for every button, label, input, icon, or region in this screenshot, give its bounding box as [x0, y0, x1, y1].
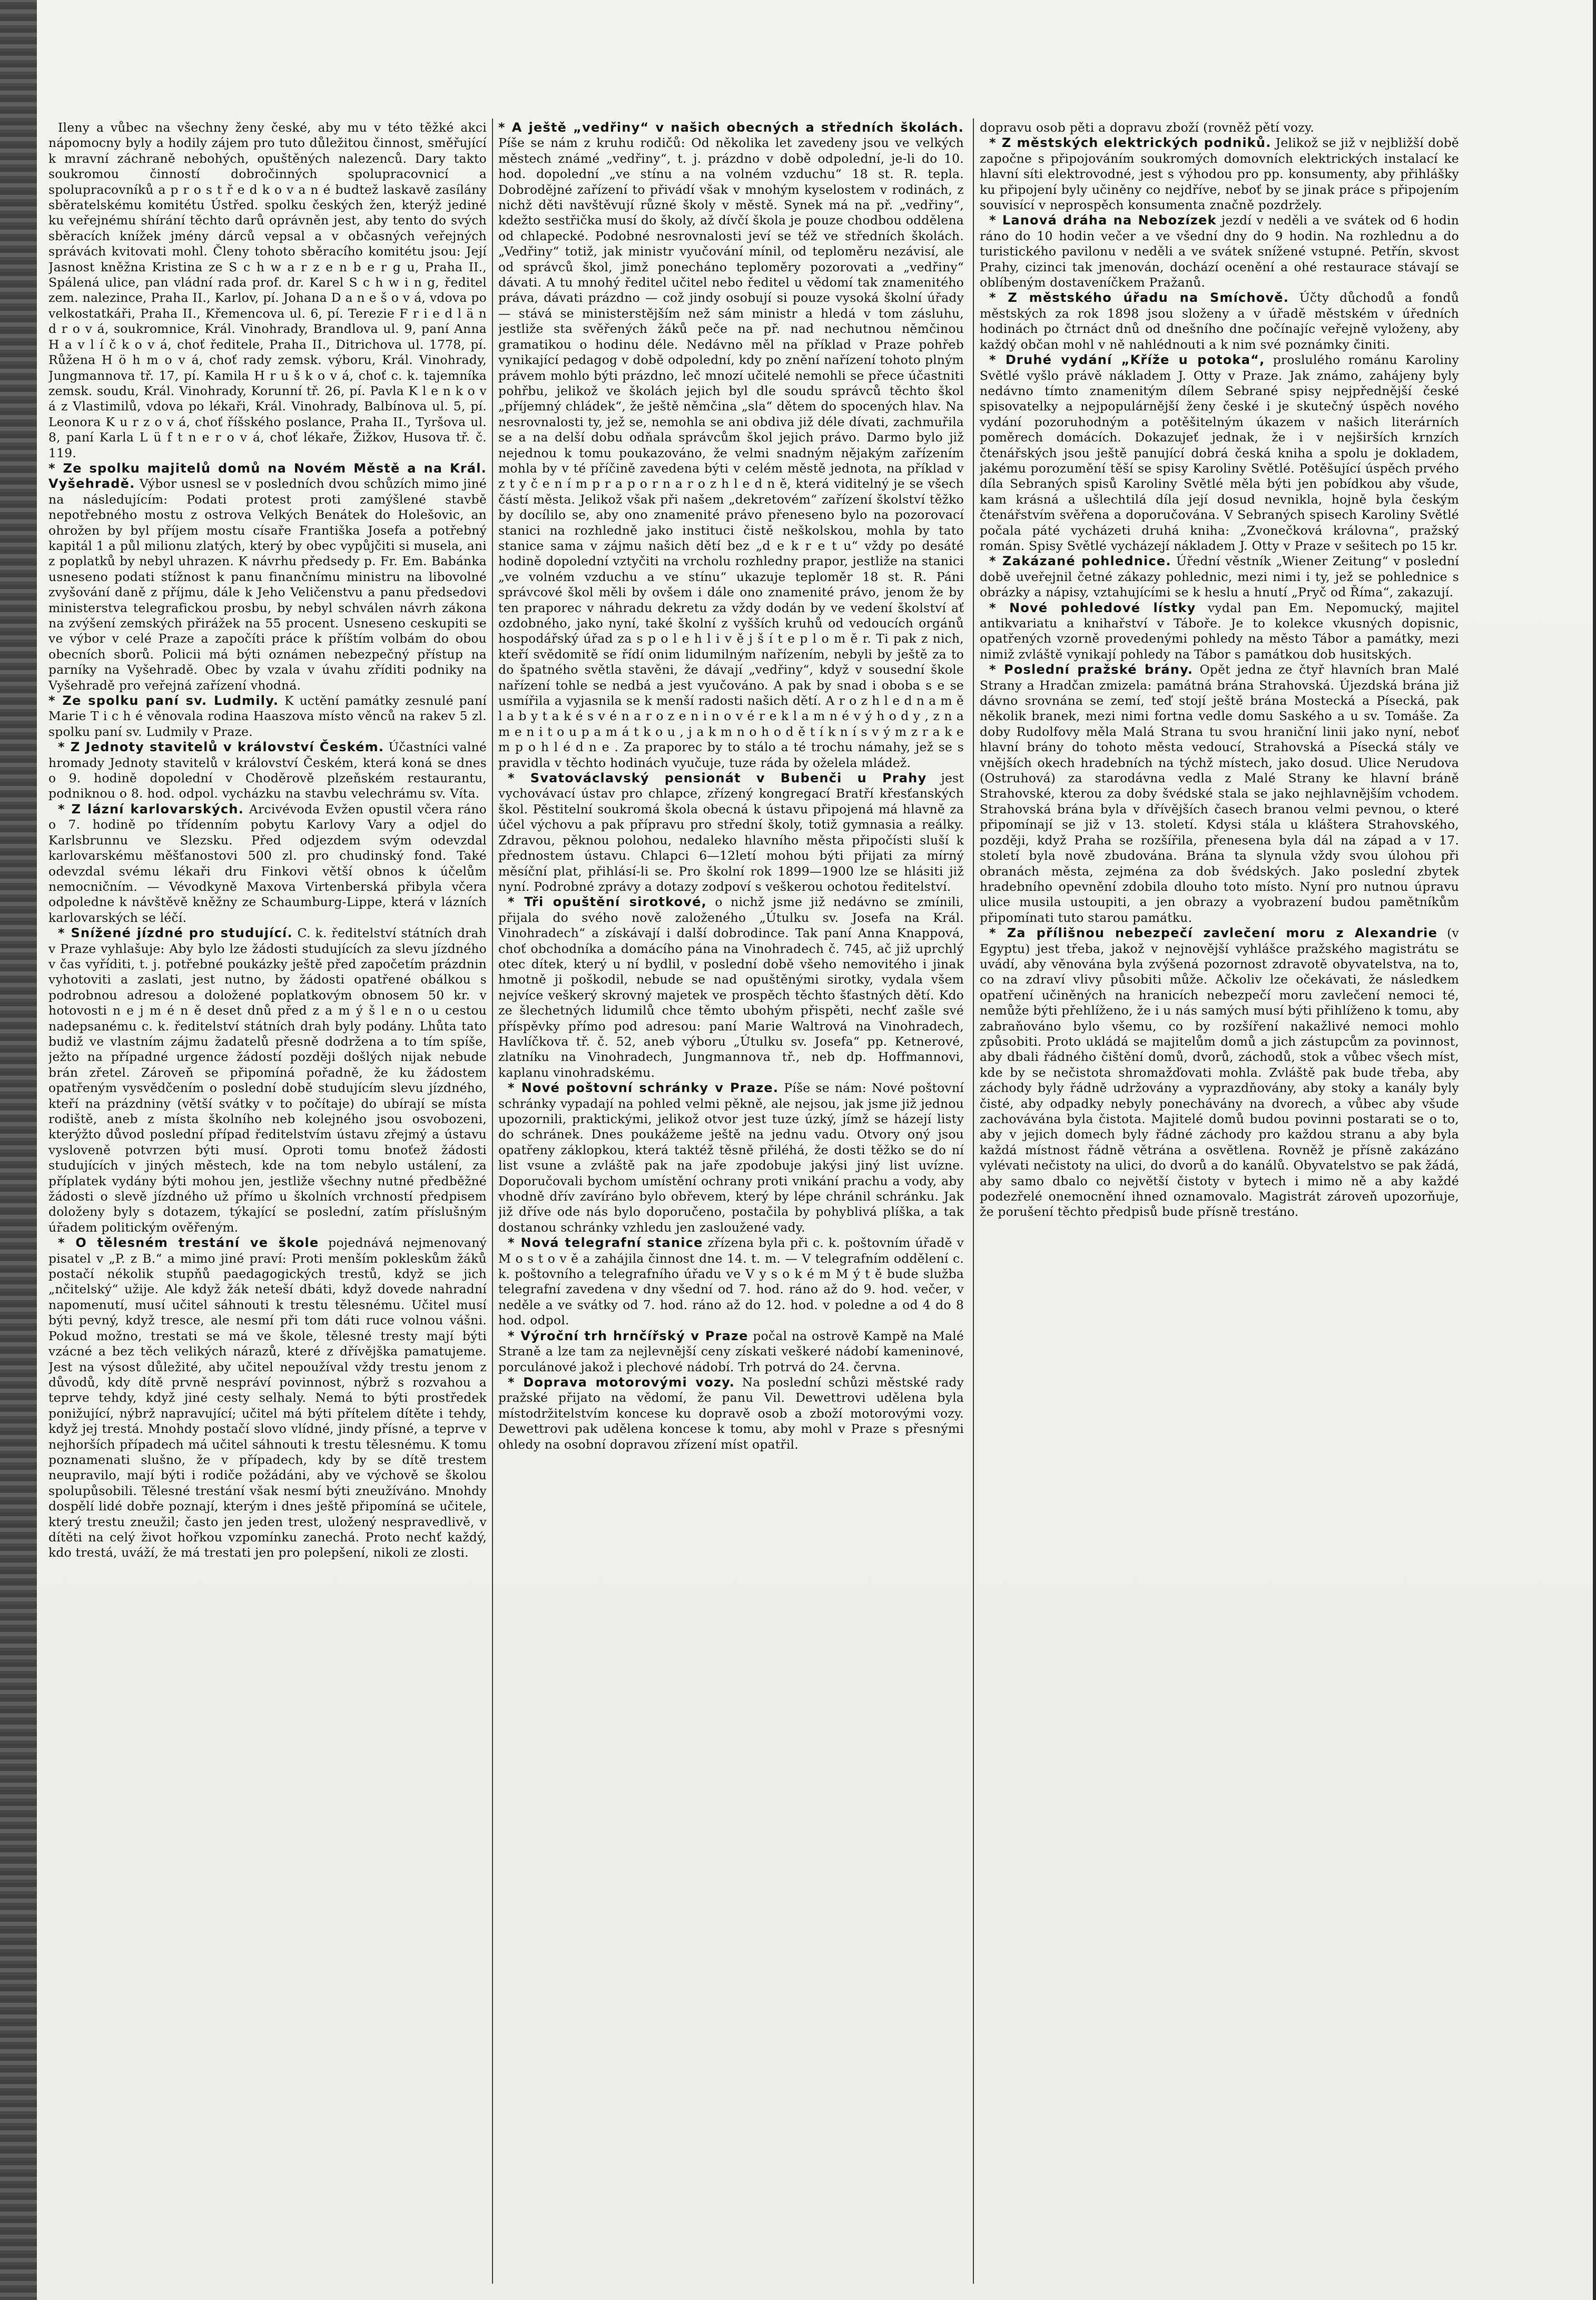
article-paragraph — [48, 740, 487, 802]
article-paragraph — [498, 1235, 964, 1328]
article-paragraph — [980, 554, 1459, 600]
article-headline: * Z městských elektrických podniků. — [989, 135, 1272, 151]
article-text: Úřední věstník „Wiener Zeitung“ v poslední době uveřejnil četné zákazy pohlednic, mezi nimi i ty, jež se pohlednice s obrázky a nápisy, vztahujícími se k heslu a hnutí „Pryč od Říma“, zakazují. — [980, 554, 1459, 600]
article-paragraph — [48, 693, 487, 740]
article-paragraph — [980, 120, 1459, 135]
article-paragraph — [498, 1080, 964, 1235]
article-headline: * Nové poštovní schránky v Praze. — [508, 1080, 779, 1096]
article-text: Píše se nám z kruhu rodičů: Od několika let zavedeny jsou ve velkých městech známé „vedřiny“, t. j. prázdno v době odpolední, je-li do 10. hod. dopolední „ve stínu a na volném vzduchu“ 18 st. R. tepla. Dobrodějné zařízení to přivádí však v mnohým kyselostem v rodinách, z nichž děti navštěvují různé školy v městě. Synek má na př. „vedřiny“, kdežto sestřička musí do školy, až dívčí škola je pouze chodbou oddělena od chlapecké. Podobné nesrovnalosti jeví se též ve středních školách. „Vedřiny“ totiž, jak ministr vyučování mínil, od teploměru nezávisí, ale od správců škol, jimž ponecháno teploměry pozorovati a „vedřiny“ dávati. A tu mnohý ředitel učitel nebo ředitel u vědomí tak znamenitého práva, dávati prázdno — což jindy osobují si pouze vysoká školní úřady — stává se ministerstějším než sám ministr a hledá v tom zásluhu, jestliže sta svěřených žáků peče na př. nad nechutnou němčinou gramatikou o hodinu déle. Nedávno měl na příklad v Praze pohřeb vynikající pedagog v době odpolední, kdy po znění nařízení tohoto plným právem mohlo býti prázdno, leč mnozí učitelé nemohli se přece účastniti pohřbu, jelikož ve školách jejich byl dle soudu správců těchto škol „příjemný chládek“, že ještě němčina „sla“ dětem do spocených hlav. Na nesrovnalosti ty, jež se, nemohla se ani obdiva již déle dívati, zachmuřila se a na delší dobu odňala správcům škol jejich právo. Darmo bylo již nejednou k tomu poukazováno, že velmi snadným nějakým zařízením mohla by v té příčině zavedena býti v celém městě jednota, na příklad v z t y č e n í m p r a p o r n a r o z h l e d n ě, která viditelný je se všech částí města. Jelikož však při našem „dekretovém“ zařízení školství těžko by docílilo se, aby ono znamenité právo přeneseno bylo na pozorovací stanici na rozhledně jako instituci čistě neškolskou, mohla by tato stanice sama v zájmu našich dětí bez „d e k r e t u“ vždy po desáté hodině dopolední vztyčiti na vrcholu rozhledny prapor, jestliže na stanici „ve volném vzduchu a ve stínu“ ukazuje teploměr 18 st. R. Páni správcové škol měli by ovšem i dále ono znamenité právo, jenom že by ten praporec v náhradu dekretu za vždy dodán by ve vedení školství ať ozdobného, jako nyní, také školní z vyšších kruhů od vedoucích orgánů hospodářský úřad za s p o l e h l i v ě j š í t e p l o m ě r. Ti pak z nich, kteří svědomitě se řídí onim lidumilným nařízením, nebyli by ještě za to do špatného světla stavěni, že dávají „vedřiny“, když v sousední škole nařízení tohle se nedbá a jest vyučováno. A pak by snad i oboba s e se usmířila a vyjasnila se k menší radosti našich dětí. A r o z h l e d n a m ě l a b y t a k é s v é n a r o z e n i n o v é r e k l a m n é v ý h o d y , z n a m e n i t o u p a m á t k o u , j a k m n o h o d ě t í k n í s v ý m z r a k e m p o h l é d n e . Za praporec by to stálo a té trochu námahy, jež se s pravidla v těchto hodinách vyučuje, tuze ráda by oželela mládež. — [498, 135, 964, 770]
article-headline: * Tři opuštění sirotkové, — [508, 895, 707, 910]
article-headline: * Z lázní karlovarských. — [58, 801, 244, 817]
article-column-2 — [498, 120, 964, 2285]
article-text: Píše se nám: Nové poštovní schránky vypadají na pohled velmi pěkně, ale nejsou, jak jsme již jednou upozornili, praktickými, jelikož otvor jest tuze úzký, jímž se házejí listy do schránek. Dnes poukážeme ještě na jednu vadu. Otvory oný jsou opatřeny záklopkou, která taktéž těsně přiléhá, že dosti těžko se do ní list vsune a zvláště pak na jaře zpodobuje jakýsi jiný list uvízne. Doporučovali bychom umístění ochrany proti vnikání prachu a vody, aby vhodně dřív zavíráno bylo obřevem, který by lépe chránil schránku. Jak již dříve ode nás bylo doporučeno, postačila by pohyblivá plíška, a tak dostanou schránky vzhledu jen zasloužené vady. — [498, 1080, 964, 1235]
article-headline: * Zakázané pohlednice. — [989, 554, 1171, 569]
article-paragraph — [498, 771, 964, 895]
article-paragraph — [48, 461, 487, 693]
article-text: pojednává nejmenovaný pisatel v „P. z B.“ a mimo jiné praví: Proti menším pokleskům žáků postačí nékolik stupňů paedagogických trestů, když se jich „nčitelský“ užije. Ale když žák neteší dbáti, když dovede nahradní napomenutí, musí učitel sáhnouti k trestu tělesnému. Učitel musí býti pevný, když tresce, ale nesmí při tom dáti ruce volnou vášni. Pokud možno, trestati se má ve škole, tělesné tresty mají býti vzácné a bez těch velikých nárazů, které z dřívějška pamatujeme. Jest na výsost důležité, aby učitel nepoužíval vždy trestu jenom z důvodů, kdy dítě prvně nespráví povinnost, nýbrž s rozvahou a teprve tehdy, když jiné cesty selhaly. Nemá to býti prostředek ponižující, nýbrž napravující; učitel má býti přítelem dítěte i tehdy, když jej trestá. Mnohdy postačí slovo vlídné, jindy přísné, a teprve v nejhorších případech má učitel sáhnouti k trestu tělesnému. K tomu poznamenati slušno, že v případech, kdy by se dítě trestem neupravilo, mají býti i rodiče požádáni, aby ve výchově se školou spolupůsobili. Tělesné trestání však nesmí býti zneužíváno. Mnohdy dospělí lidé dobře poznají, kterým i dnes ještě připomíná se učitele, který trestu zneužil; často jen jeden trest, uložený nespravedlivě, v dítěti na celý život hořkou vzpomínku zanechá. Proto nechť každý, kdo trestá, uváží, že má trestati jen pro polepšení, nikoli ze zlosti. — [48, 1235, 487, 1560]
article-paragraph — [48, 926, 487, 1235]
article-text: Arcivévoda Evžen opustil včera ráno o 7. hodině po třídenním pobytu Karlovy Vary a odjel do Karlsbrunnu ve Slezsku. Před odjezdem svým odevzdal karlovarskému měšťanostovi 500 zl. pro chudinský fond. Také odevzdal svému lékaři dru Finkovi větší obnos k účelům nemocničním. — Vévodkyně Maxova Virtenberská přibyla včera odpoledne k návštěvě kněžny ze Schaumburg-Lippe, která v lázních karlovarských se léčí. — [48, 801, 487, 925]
article-paragraph — [498, 1375, 964, 1452]
column-rule — [973, 119, 974, 2284]
article-text: C. k. ředitelství státních drah v Praze vyhlašuje: Aby bylo lze žádosti studujících za slevu jízdného v čas vyříditi, t. j. potřebné poukázky ještě před započetím prázdnin vyhotoviti a zaslati, jest nutno, by žádosti opatřené obálkou s podrobnou adresou a doložené poplatkovým obnosem 50 kr. v hotovosti n e j m é n ě deset dnů před z a m ý š l e n o u cestou nadepsanému c. k. ředitelství státních drah byly podány. Lhůta tato budiž ve vlastním zájmu žadatelů přesně dodržena a to tím spíše, ježto na případné urgence žádostí později došlých nijak nebude brán zřetel. Zároveň se připomíná pořadně, že ku žádostem opatřeným vysvědčením o poslední době studujícím slevu jízdného, kteří na prázdniny (větší svátky v to počítaje) do ubírají se místa rodiště, aneb z místa školního neb kolejného jsou osvobozeni, kterýžto důvod poslední případ ředitelstvím ústavu zřejmý a ústavu vysloveně potvrzen býti musí. Oproti tomu bnoťež žádosti studujících v jiných městech, kde na tom nebylo ustálení, za příplatek vydány býti mohou jen, jestliže všechny nutné předběžné žádosti o slevě jízdného už přímo u školních vrchností předpisem doloženy byly s dotazem, týkající se poslední, zatím příslušným úřadem politickým ověřeným. — [48, 926, 487, 1235]
article-headline: * Z Jednoty stavitelů v království Českém. — [58, 740, 385, 755]
article-headline: * Poslední pražské brány. — [989, 662, 1194, 677]
article-paragraph — [48, 1235, 487, 1561]
article-paragraph — [498, 895, 964, 1080]
article-text: jezdí v neděli a ve svátek od 6 hodin ráno do 10 hodin večer a ve všední dny do 9 hodin. Na rozhlednu a do turistického pavilonu v neděli a ve svátek snížené vstupné. Petřín, skvost Prahy, cizinci tak jmenován, dochází ocenění a ohé restaurace stávají se oblíbeným dostaveníčkem Pražanů. — [980, 213, 1459, 290]
article-text: o nichž jsme již nedávno se zmínili, přijala do svého nově založeného „Útulku sv. Josefa na Král. Vinohradech“ a získávají i další dobrodince. Tak paní Anna Knappová, choť obchodníka a domácího pána na Vinohradech č. 745, ač již uprchlý otec dítek, který u ní bydlil, v poslední době všeho nemovitého i jinak hmotně ji poškodil, nebude se nad opuštěnými sirotky, vydala všem nejvíce veškerý skrovný majetek ve prospěch těchto šťastných dětí. Kdo ze šlechetných lidumilů chce těmto ubohým přispěti, nechť zašle své příspěvky přímo pod adresou: paní Marie Waltrová na Vinohradech, Havlíčkova tř. č. 52, aneb výboru „Útulku sv. Josefa“ pp. Ketnerové, zlatníku na Vinohradech, Jungmannova tř., neb dp. Hoffmannovi, kaplanu vinohradskému. — [498, 895, 964, 1080]
article-paragraph — [980, 601, 1459, 663]
article-headline: * Za přílišnou nebezpečí zavlečení moru z Alexandrie — [989, 926, 1438, 941]
article-text: jest vychovávací ústav pro chlapce, zřízený kongregací Bratří křesťanských škol. Pěstitelní soukromá škola obecná k ústavu připojená má hlavně za účel výchovu a pak přípravu pro střední školy, totiž gymnasia a reálky. Zdravou, pěknou polohou, nedaleko hlavního města připočísti sluší k přednostem ústavu. Chlapci 6—12letí mohou býti přijati za mírný měsíční plat, přihlásí-li se. Pro školní rok 1899—1900 lze se hlásiti již nyní. Podrobné zprávy a dotazy zodpoví s veškerou ochotou ředitelství. — [498, 771, 964, 894]
article-text: Účty důchodů a fondů městských za rok 1898 jsou složeny a v úřadě městském v úředních hodinách po čtrnáct dnů od dnešního dne počínajíc veřejně vyloženy, aby každý občan mohl v ně nahlédnouti a k nim své poznámky činiti. — [980, 290, 1459, 352]
article-headline: * Z městského úřadu na Smíchově. — [989, 290, 1289, 306]
article-text: počal na ostrově Kampě na Malé Straně a lze tam za nejlevnější ceny získati veškeré nádobí kameninové, porculánové jakož i plechové nádobí. Trh potrvá do 24. června. — [498, 1328, 964, 1374]
article-headline: * Nové pohledové lístky — [989, 600, 1196, 615]
article-text: Účastníci valné hromady Jednoty stavitelů v království Českém, která koná se dnes o 9. hodině dopolední v Choděrově plzeňském restaurantu, podniknou o 8. hod. odpol. vycházku na stavbu velechrámu sv. Víta. — [48, 740, 487, 801]
article-headline: * Druhé vydání „Kříže u potoka“, — [989, 352, 1265, 368]
article-text: Jelikož se již v nejbližší době započne s připojováním soukromých domovních elektrických instalací ke hlavní síti elektrovodné, jest s výhodou pro pp. konsumenty, aby přihlášky ku připojení byly učiněny co nejdříve, neboť by se jinak práce s připojením souvisící v neprospěch konsumenta značně pozdržely. — [980, 135, 1459, 213]
article-text: K uctění památky zesnulé paní Marie T i c h é věnovala rodina Haaszova místo věnců na rakev 5 zl. spolku paní sv. Ludmily v Praze. — [48, 693, 487, 739]
article-headline: * Výroční trh hrnčířský v Praze — [508, 1328, 748, 1343]
scan-right-edge — [1593, 0, 1596, 2300]
article-text: Výbor usnesl se v posledních dvou schůzích mimo jiné na následujícím: Podati protest proti zamýšlené stavbě nepotřebného mostu z ostrova Velkých Benátek do Holešovic, an ohrožen by byl příjem mostu císaře Františka Josefa a potřebný kapitál 1 a půl milionu zlatých, který by obec vypůjčiti si musela, ani z poplatků by nebyl uhrazen. K návrhu předsedy p. Fr. Em. Babánka usneseno podati stížnost k panu finančnímu ministru na libovolné zvyšování daně z příjmu, dále k Jeho Veličenstvu a panu předsedovi ministerstva telegrafickou prosbu, by nebyl schválen návrh zákona na zvýšení zemských přirážek na 55 procent. Usneseno ceskupiti se ve výbor v celé Praze a započíti práce k příštím volbám do obou obecních sborů. Policii má býti oznámen nebezpečný přístup na parníky na Vyšehradě. Obec by vzala v úvahu zříditi podniky na Vyšehradě pro veřejná zařízení vhodná. — [48, 476, 487, 693]
article-paragraph — [48, 802, 487, 926]
article-headline: * Snížené jízdné pro studující. — [58, 926, 293, 941]
article-headline: * Ze spolku paní sv. Ludmily. — [48, 693, 279, 709]
article-paragraph — [980, 926, 1459, 1220]
article-paragraph — [980, 290, 1459, 352]
article-headline: * Ze spolku majitelů domů na Novém Městě a na Král. Vyšehradě. — [48, 460, 487, 492]
article-paragraph — [980, 352, 1459, 554]
column-rule — [492, 119, 493, 2284]
article-text: proslulého románu Karoliny Světlé vyšlo právě nákladem J. Otty v Praze. Jak známo, zahájeny byly nedávno tímto znamenitým dílem Sebrané spisy nejpřednější české spisovatelky a nejpopulárnější ženy české i je skutečný úspěch nového vydání pozoruhodným a potěšitelným úkazem v našich literárních poměrech domácích. Dokazujeť jednak, že i v nejširších krnzích čtenářských jsou ještě panující dobrá česká kniha a spolu je dokladem, jakému porozumění těší se spisy Karoliny Světlé. Potěšující úspěch prvého díla Sebraných spisů Karoliny Světlé měla býti jen pobídkou aby všude, kam krásná a ušlechtilá díla její dosud nevnikla, hojně byla českým čtenářstvím svěřena a doporučována. V Sebraných spisech Karoliny Světlé počala páté vycházeti druhá kniha: „Zvonečková královna“, pražský román. Spisy Světlé vycházejí nákladem J. Otty v Praze v sešitech po 15 kr. — [980, 352, 1459, 553]
article-text: vydal pan Em. Nepomucký, majitel antikvariatu a knihařství v Táboře. Je to kolekce vkusných dopisnic, opatřených vzorně provedenými pohledy na město Tábor a památky, mezi nimiž zvláště vynikají pohledy na Tábor s památkou dob husitských. — [980, 600, 1459, 662]
article-paragraph — [498, 1329, 964, 1375]
article-paragraph — [980, 662, 1459, 926]
article-text: Ileny a vůbec na všechny ženy české, aby mu v této těžké akci nápomocny byly a hodily zájem pro tuto důležitou činnost, směřující k mravní záchraně nebohých, opuštěných nalezenců. Dary takto soukromou činností dobročinných spolupracovnicí a spolupracovníků a p r o s t ř e d k o v a n é budtež laskavě zasílány sběratelskému komitétu Ústřed. spolku českých žen, kterýž jediné ku veřejnému shírání těchto darů oprávněn jest, aby tento do svých sběracích knížek jmény dárců vepsal a v občasných veřejných správách kvitovati mohl. Členy tohoto sběracího komitétu jsou: Její Jasnost kněžna Kristina ze S c h w a r z e n b e r g u, Praha II., Spálená ulice, pan vládní rada prof. dr. Karel S c h w i n g, ředitel zem. nalezince, Praha II., Karlov, pí. Johana D a n e š o v á, vdova po velkostatkáři, Praha II., Křemencova ul. 6, pí. Terezie F r i e d l ä n d r o v á, soukromnice, Král. Vinohrady, Brandlova ul. 9, paní Anna H a v l í č k o v á, choť ředitele, Praha II., Ditrichova ul. 1778, pí. Růžena H ö h m o v á, choť rady zemsk. výboru, Král. Vinohrady, Jungmannova tř. 17, pí. Kamila H r u š k o v á, choť c. k. tajemníka zemsk. soudu, Král. Vinohrady, Korunní tř. 26, pí. Pavla K l e n k o v á z Vlastimilů, vdova po lékaři, Král. Vinohrady, Balbínova ul. 5, pí. Leonora K u r z o v á, choť říšského poslance, Praha II., Tyršova ul. 8, paní Karla L ü f t n e r o v á, choť lékaře, Žižkov, Husova tř. č. 119. — [48, 120, 487, 460]
article-headline: * Doprava motorovými vozy. — [508, 1374, 735, 1390]
article-paragraph — [48, 120, 487, 461]
article-text: dopravu osob pěti a dopravu zboží (rovněž pětí vozy. — [980, 120, 1315, 135]
article-headline: * A ještě „vedřiny“ v našich obecných a středních školách. — [498, 120, 964, 135]
article-text: zřízena byla při c. k. poštovním úřadě v M o s t o v ě a zahájila činnost dne 14. t. m. — V telegrafním oddělení c. k. poštovního a telegrafního úřadu ve V y s o k é m M ý t ě bude služba telegrafní zavedena v dny všední od 7. hod. ráno až do 9. hod. večer, v neděle a ve svátky od 7. hod. ráno až do 12. hod. v poledne a od 4 do 8 hod. odpol. — [498, 1235, 964, 1328]
article-text: Na poslední schůzi městské rady pražské přijato na vědomí, že panu Vil. Dewettrovi udělena byla místodržitelstvím koncese ku dopravě osob a zboží motorovými vozy. Dewettrovi pak udělena koncese k tomu, aby mohl v Praze s přesnými ohledy na osobní dopravou zřízení míst opatřil. — [498, 1374, 964, 1452]
scan-binding-edge — [0, 0, 37, 2300]
article-column-1 — [48, 120, 487, 2285]
article-headline: * O tělesném trestání ve škole — [58, 1235, 319, 1251]
article-headline: * Lanová dráha na Nebozízek — [989, 213, 1217, 228]
article-paragraph — [498, 120, 964, 771]
article-paragraph — [980, 135, 1459, 213]
article-text: Opět jedna ze čtyř hlavních bran Malé Strany a Hradčan zmizela: památná brána Strahovská. Újezdská brána již dávno srovnána se zemí, teď stojí ještě brána Mostecká a Písecká, pak několik branek, mezi nimi fortna vedle domu Saského a u sv. Tomáše. Za doby Rudolfovy měla Malá Strana tu svou hraniční linii jako nyní, neboť hlavní brány do tohoto města vedoucí, Strahovská a Písecká stály ve vnějších okech hradebních na týchž místech, jako dosud. Ulice Nerudova (Ostruhová) za starodávna vedla z Malé Strany ke hlavní bráně Strahovské, kterou za doby švédské stala se jako nejhlavnějším vchodem. Strahovská brána byla v dřívějších časech branou velmi pevnou, o které připomínají se již v 13. století. Kdysi stála u kláštera Strahovského, později, když Praha se rozšířila, přenesena byla dál na západ a v 17. století byla nově zbudována. Brána ta slynula vždy svou úlohou při obranách města, zejména za dob švédských. Jako poslední zbytek hradebního opevnění zdobila dlouho toto místo. Nyní pro nutnou úpravu ulice musila ustoupiti, a jen obrazy a vyobrazení budou pamětníkům připomínati tuto starou památku. — [980, 662, 1459, 925]
article-paragraph — [980, 213, 1459, 290]
article-column-3 — [980, 120, 1459, 2285]
article-text: (v Egyptu) jest třeba, jakož v nejnovější vyhlášce pražského magistrátu se uvádí, aby věnována byla zvýšená pozornost zdravotě obyvatelstva, na to, co na zdraví vlivy působiti může. Ačkoliv lze očekávati, že následkem opatření učiněných na hranicích nebezpečí moru zavlečení nemoci té, nemůže býti přehlíženo, že i u nás samých musí býti přihlíženo k tomu, aby zabraňováno bylo všemu, co by rozšíření nakažlivé nemoci mohlo způsobiti. Proto ukládá se majitelům domů a jich zástupcům za povinnost, aby dbali řádného čištění domů, dvorů, záchodů, stok a vůbec všech míst, kde by se nečistota shromažďovati mohla. Zvláště pak bude třeba, aby záchody byly řádně udržovány a vyprazdňovány, aby stoky a kanály byly čisté, aby odpadky nebyly ponechávány na dvorech, a vůbec aby všude zachovávána byla čistota. Majitelé domů budou povinni postarati se o to, aby v jejich domech byly řádné záchody pro každou stranu a aby byla každá místnost řádně větrána a osvětlena. Rovněž je přísně zakázáno vylévati nečistoty na ulici, do dvorů a do kanálů. Obyvatelstvo se pak žádá, aby samo dbalo co největší čistoty v bytech i mimo ně a aby každé podezřelé onemocnění ihned oznamovalo. Magistrát zároveň upozorňuje, že porušení těchto předpisů bude přísně trestáno. — [980, 926, 1459, 1220]
article-headline: * Nová telegrafní stanice — [508, 1235, 703, 1251]
article-headline: * Svatováclavský pensionát v Bubenči u Prahy — [508, 771, 927, 786]
